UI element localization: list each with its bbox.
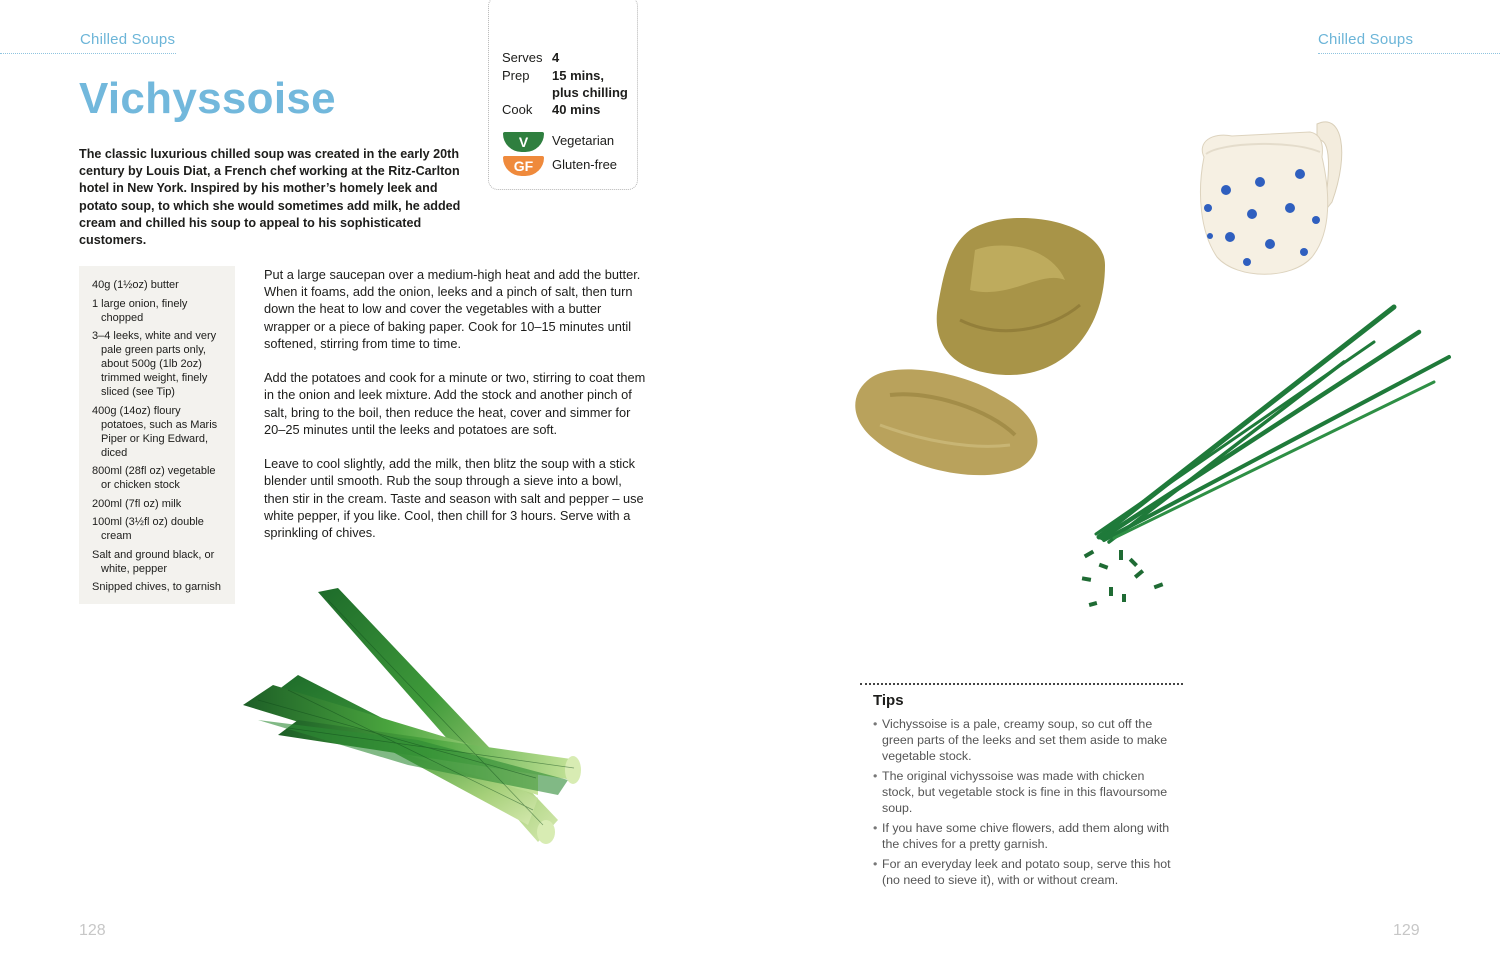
tips-title: Tips (873, 692, 904, 709)
milk-jug-illustration-icon (1192, 112, 1352, 282)
tip-item: • For an everyday leek and potato soup, serve this hot (no need to sieve it), with or without cream. (873, 856, 1173, 888)
vegetarian-badge-icon: V (503, 132, 544, 152)
method-section (264, 266, 646, 558)
ingredient-item: 200ml (7fl oz) milk (92, 497, 182, 510)
ingredients-box (79, 266, 235, 604)
section-header-left: Chilled Soups (80, 31, 176, 48)
method-step: Add the potatoes and cook for a minute or two, stirring to coat them in the onion and leek mixture. Add the stock and another pinch of salt, bring to the boil, then reduce the heat, cover and simmer for 20–25 minutes until the leeks and potatoes are soft. (264, 370, 646, 437)
leeks-illustration-icon (238, 580, 588, 855)
tips-divider (860, 683, 1183, 685)
serves-label: Serves (502, 50, 543, 65)
prep-value: 15 mins, plus chilling (552, 68, 628, 100)
tip-item: • Vichyssoise is a pale, creamy soup, so cut off the green parts of the leeks and set them aside to make vegetable stock. (873, 716, 1173, 764)
tip-item: • If you have some chive flowers, add them along with the chives for a pretty garnish. (873, 820, 1173, 852)
cook-label: Cook (502, 102, 533, 117)
recipe-intro: The classic luxurious chilled soup was created in the early 20th century by Louis Diat, a French chef working at the Ritz-Carlton hotel in New York. Inspired by his mother’s homely leek and potato soup, to which she would sometimes add milk, he added cream and chilled his soup to appeal to his sophisticated customers. (79, 147, 461, 248)
method-step: Put a large saucepan over a medium-high heat and add the butter. When it foams, add the onion, leeks and a pinch of salt, then turn down the heat to low and cover the vegetables with a butter wrapper or a piece of baking paper. Cook for 10–15 minutes until softened, stirring from time to time. (264, 267, 641, 351)
page-number-left: 128 (79, 922, 106, 939)
header-rule-right (1318, 53, 1500, 54)
method-step: Leave to cool slightly, add the milk, then blitz the soup with a stick blender until smooth. Rub the soup through a sieve into a bowl, then stir in the cream. Taste and season with salt and pepper – use white pepper, if you like. Cool, then chill for 3 hours. Serve with a sprinkling of chives. (264, 456, 644, 541)
vegetarian-label: Vegetarian (552, 133, 615, 148)
header-rule-left (0, 53, 176, 54)
recipe-title: Vichyssoise (79, 74, 336, 123)
gluten-free-badge-icon: GF (503, 156, 544, 176)
ingredient-item: Salt and ground black, or white, pepper (92, 548, 215, 575)
gluten-free-label: Gluten-free (552, 157, 618, 172)
ingredient-item: 400g (14oz) floury potatoes, such as Maris Piper or King Edward, diced (92, 404, 218, 459)
page-number-right: 129 (1393, 922, 1420, 939)
ingredient-item: 100ml (3½fl oz) double cream (92, 516, 204, 542)
tips-list (873, 716, 1173, 892)
ingredient-item: 800ml (28fl oz) vegetable or chicken stock (92, 465, 216, 491)
tip-item: • The original vichyssoise was made with chicken stock, but vegetable stock is fine in this flavoursome soup. (873, 768, 1173, 816)
section-header-right: Chilled Soups (1318, 31, 1414, 48)
ingredient-item: 3–4 leeks, white and very pale green parts only, about 500g (1lb 2oz) trimmed weight, finely sliced (see Tip) (92, 330, 217, 398)
chives-illustration-icon (1074, 302, 1459, 620)
ingredient-item: 1 large onion, finely chopped (92, 297, 188, 324)
prep-label: Prep (502, 68, 530, 83)
cook-value: 40 mins (552, 102, 601, 117)
ingredient-item: 40g (1½oz) butter (92, 279, 179, 291)
serves-value: 4 (552, 50, 560, 65)
ingredient-item: Snipped chives, to garnish (92, 581, 222, 593)
